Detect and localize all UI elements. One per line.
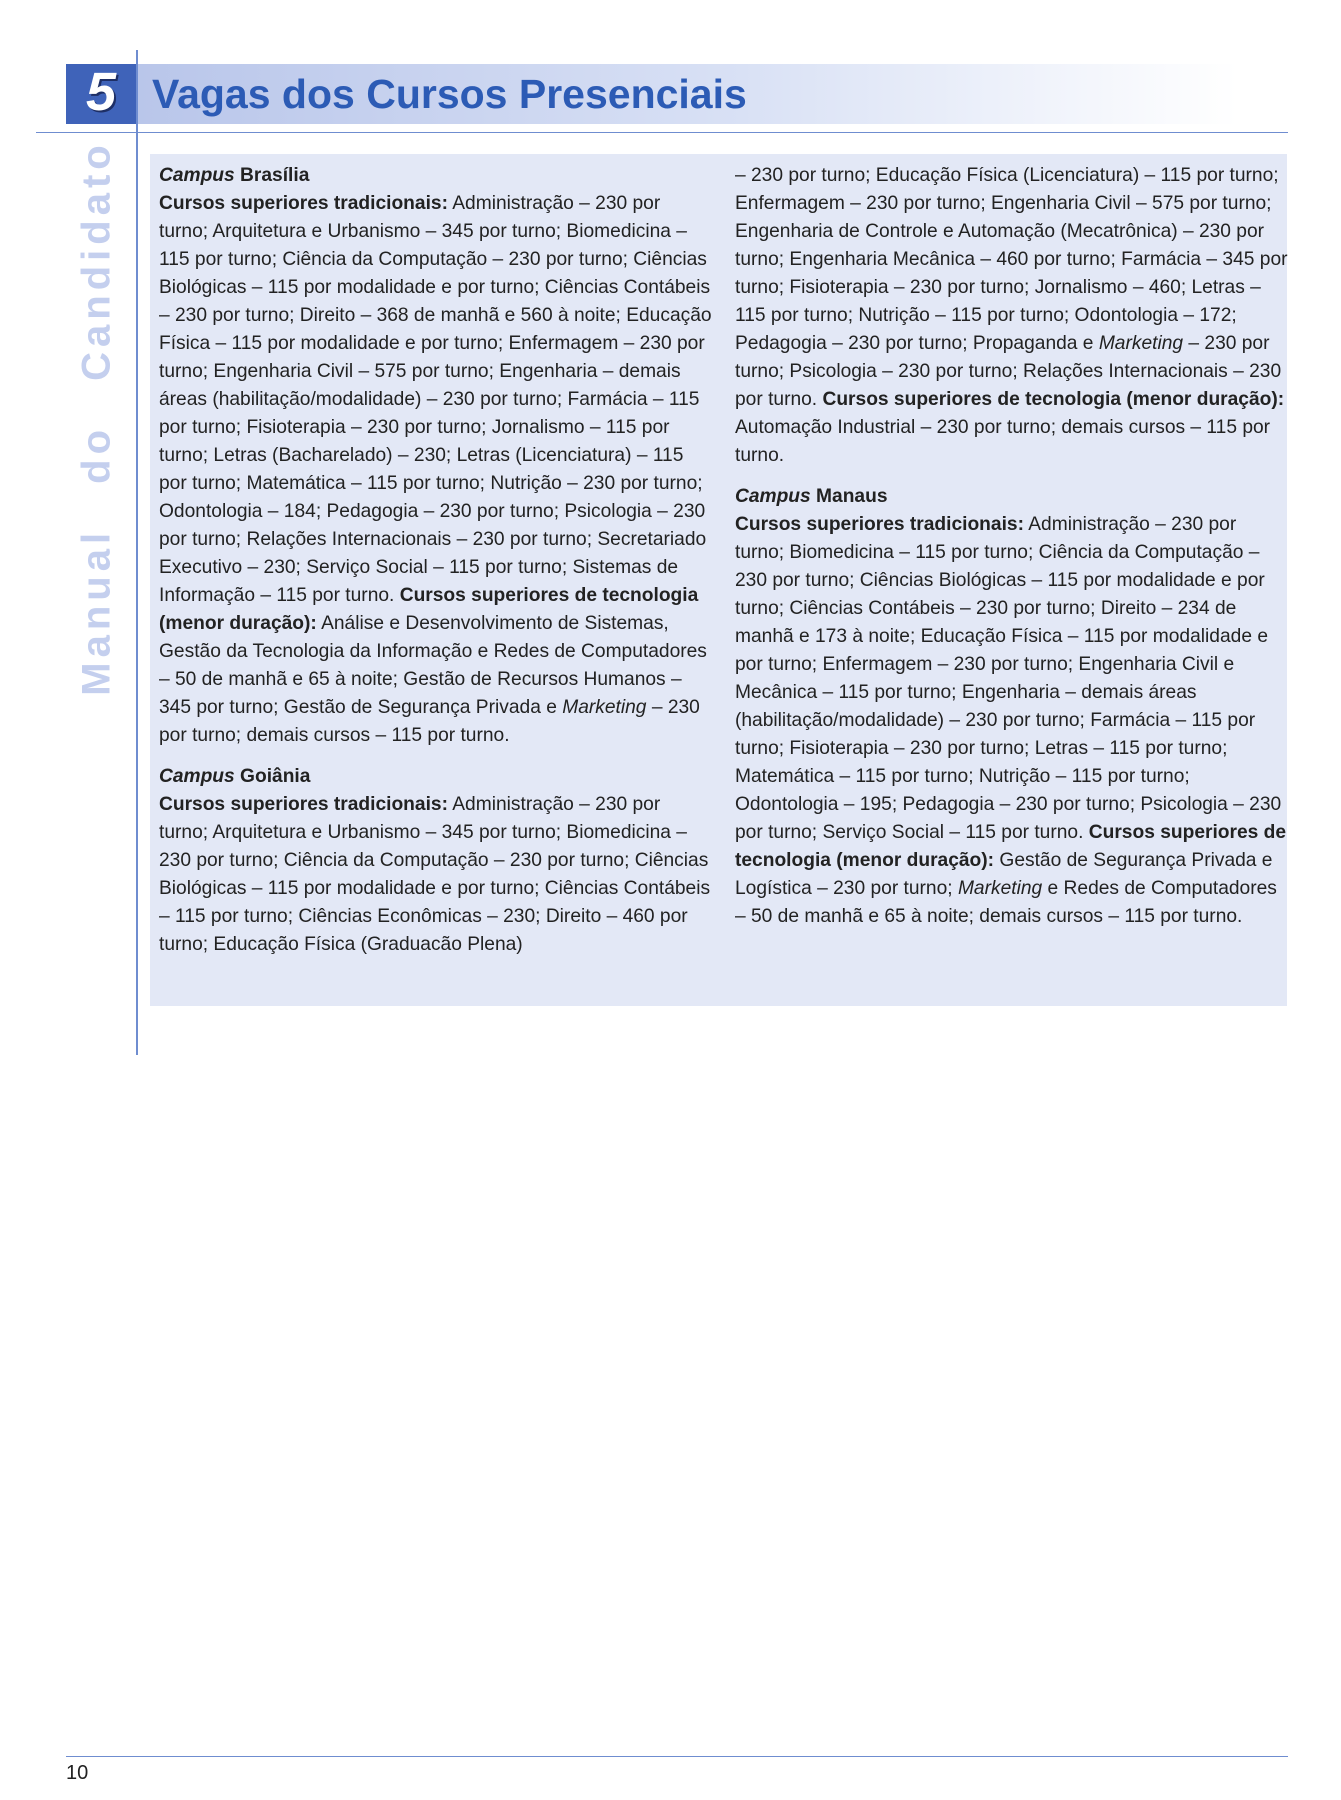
chapter-number: 5 — [85, 62, 117, 122]
campus-heading — [735, 483, 1290, 511]
left-column — [159, 162, 714, 972]
content-box — [150, 154, 1287, 1006]
campus-manaus — [735, 483, 1290, 931]
campus-name: Manaus — [816, 486, 888, 507]
trad-label: Cursos superiores tradicionais: — [159, 794, 448, 815]
page-number: 10 — [66, 1762, 89, 1784]
tech-text-end: e Redes de Computadores – 50 de manhã e 65 à noite; demais cursos – 115 por turno. — [735, 878, 1277, 927]
header-rule — [36, 132, 1288, 133]
tech-text: Gestão de Segurança Privada e Logística – 230 por turno; — [735, 850, 1273, 899]
trad-italic: Marketing — [1098, 333, 1184, 354]
tech-label: Cursos superiores de tecnologia (menor duração): — [735, 822, 1287, 871]
campus-brasilia — [159, 162, 714, 750]
trad-text: Administração – 230 por turno; Arquitetura e Urbanismo – 345 por turno; Biomedicina – 115 por turno; Ciência da Computação – 230 por turno; Ciências Biológicas – 115 por modalidade e por turno; Ciências Contábeis – 230 por turno; Direito – 368 de manhã e 560 à noite; Educação Física – 115 por modalidade e por turno; Enfermagem – 230 por turno; Engenharia Civil – 575 por turno; Engenharia – demais áreas (habilitação/modalidade) – 230 por turno; Farmácia – 115 por turno; Fisioterapia – 230 por turno; Jornalismo – 115 por turno; Letras (Bacharelado) – 230; Letras (Licenciatura) – 115 por turno; Matemática – 115 por turno; Nutrição – 230 por turno; Odontologia – 184; Pedagogia – 230 por turno; Psicologia – 230 por turno; Relações Internacionais – 230 por turno; Secretariado Executivo – 230; Serviço Social – 115 por turno; Sistemas de Informação – 115 por turno. — [159, 193, 712, 606]
tech-italic: Marketing — [957, 878, 1043, 899]
campus-heading — [159, 162, 714, 190]
campus-heading — [159, 763, 714, 791]
trad-label: Cursos superiores tradicionais: — [159, 193, 448, 214]
page-title: Vagas dos Cursos Presenciais — [152, 71, 747, 117]
trad-text-end: – 230 por turno; Psicologia – 230 por turno; Relações Internacionais – 230 por turno. — [735, 333, 1282, 410]
tech-italic: Marketing — [562, 697, 647, 718]
tech-text-end: – 230 por turno; demais cursos – 115 por turno. — [159, 697, 700, 746]
campus-name: Brasília — [240, 165, 310, 186]
campus-word: Campus — [159, 165, 235, 186]
campus-goiania — [159, 763, 714, 959]
tech-label: Cursos superiores de tecnologia (menor duração): — [159, 585, 699, 634]
campus-word: Campus — [159, 766, 235, 787]
campus-name: Goiânia — [240, 766, 311, 787]
vertical-rule — [136, 50, 138, 1055]
tech-label: Cursos superiores de tecnologia (menor duração): — [822, 389, 1285, 410]
footer-rule — [66, 1756, 1288, 1757]
tech-text: Análise e Desenvolvimento de Sistemas, Gestão da Tecnologia da Informação e Redes de Computadores – 50 de manhã e 65 à noite; Gestão de Recursos Humanos – 345 por turno; Gestão de Segurança Privada e — [159, 613, 707, 718]
trad-label: Cursos superiores tradicionais: — [735, 514, 1024, 535]
trad-text-continued: – 230 por turno; Educação Física (Licenciatura) – 115 por turno; Enfermagem – 230 por turno; Engenharia Civil – 575 por turno; Engenharia de Controle e Automação (Mecatrônica) – 230 por turno; Engenharia Mecânica – 460 por turno; Farmácia – 345 por turno; Fisioterapia – 230 por turno; Jornalismo – 460; Letras – 115 por turno; Nutrição – 115 por turno; Odontologia – 172; Pedagogia – 230 por turno; Propaganda e — [735, 165, 1288, 354]
tech-text: Automação Industrial – 230 por turno; demais cursos – 115 por turno. — [735, 417, 1271, 466]
trad-text: Administração – 230 por turno; Arquitetura e Urbanismo – 345 por turno; Biomedicina – 230 por turno; Ciência da Computação – 230 por turno; Ciências Biológicas – 115 por modalidade e por turno; Ciências Contábeis – 115 por turno; Ciências Econômicas – 230; Direito – 460 por turno; Educação Física (Graduacão Plena) — [159, 794, 711, 955]
trad-text: Administração – 230 por turno; Biomedicina – 115 por turno; Ciência da Computação – 230 por turno; Ciências Biológicas – 115 por modalidade e por turno; Ciências Contábeis – 230 por turno; Direito – 234 de manhã e 173 à noite; Educação Física – 115 por modalidade e por turno; Enfermagem – 230 por turno; Engenharia Civil e Mecânica – 115 por turno; Engenharia – demais áreas (habilitação/modalidade) – 230 por turno; Farmácia – 115 por turno; Fisioterapia – 230 por turno; Letras – 115 por turno; Matemática – 115 por turno; Nutrição – 115 por turno; Odontologia – 195; Pedagogia – 230 por turno; Psicologia – 230 por turno; Serviço Social – 115 por turno. — [735, 514, 1282, 843]
campus-word: Campus — [735, 486, 811, 507]
right-column — [735, 162, 1290, 944]
campus-goiania-continued — [735, 162, 1290, 470]
side-label: Manual do Candidato — [74, 140, 119, 696]
